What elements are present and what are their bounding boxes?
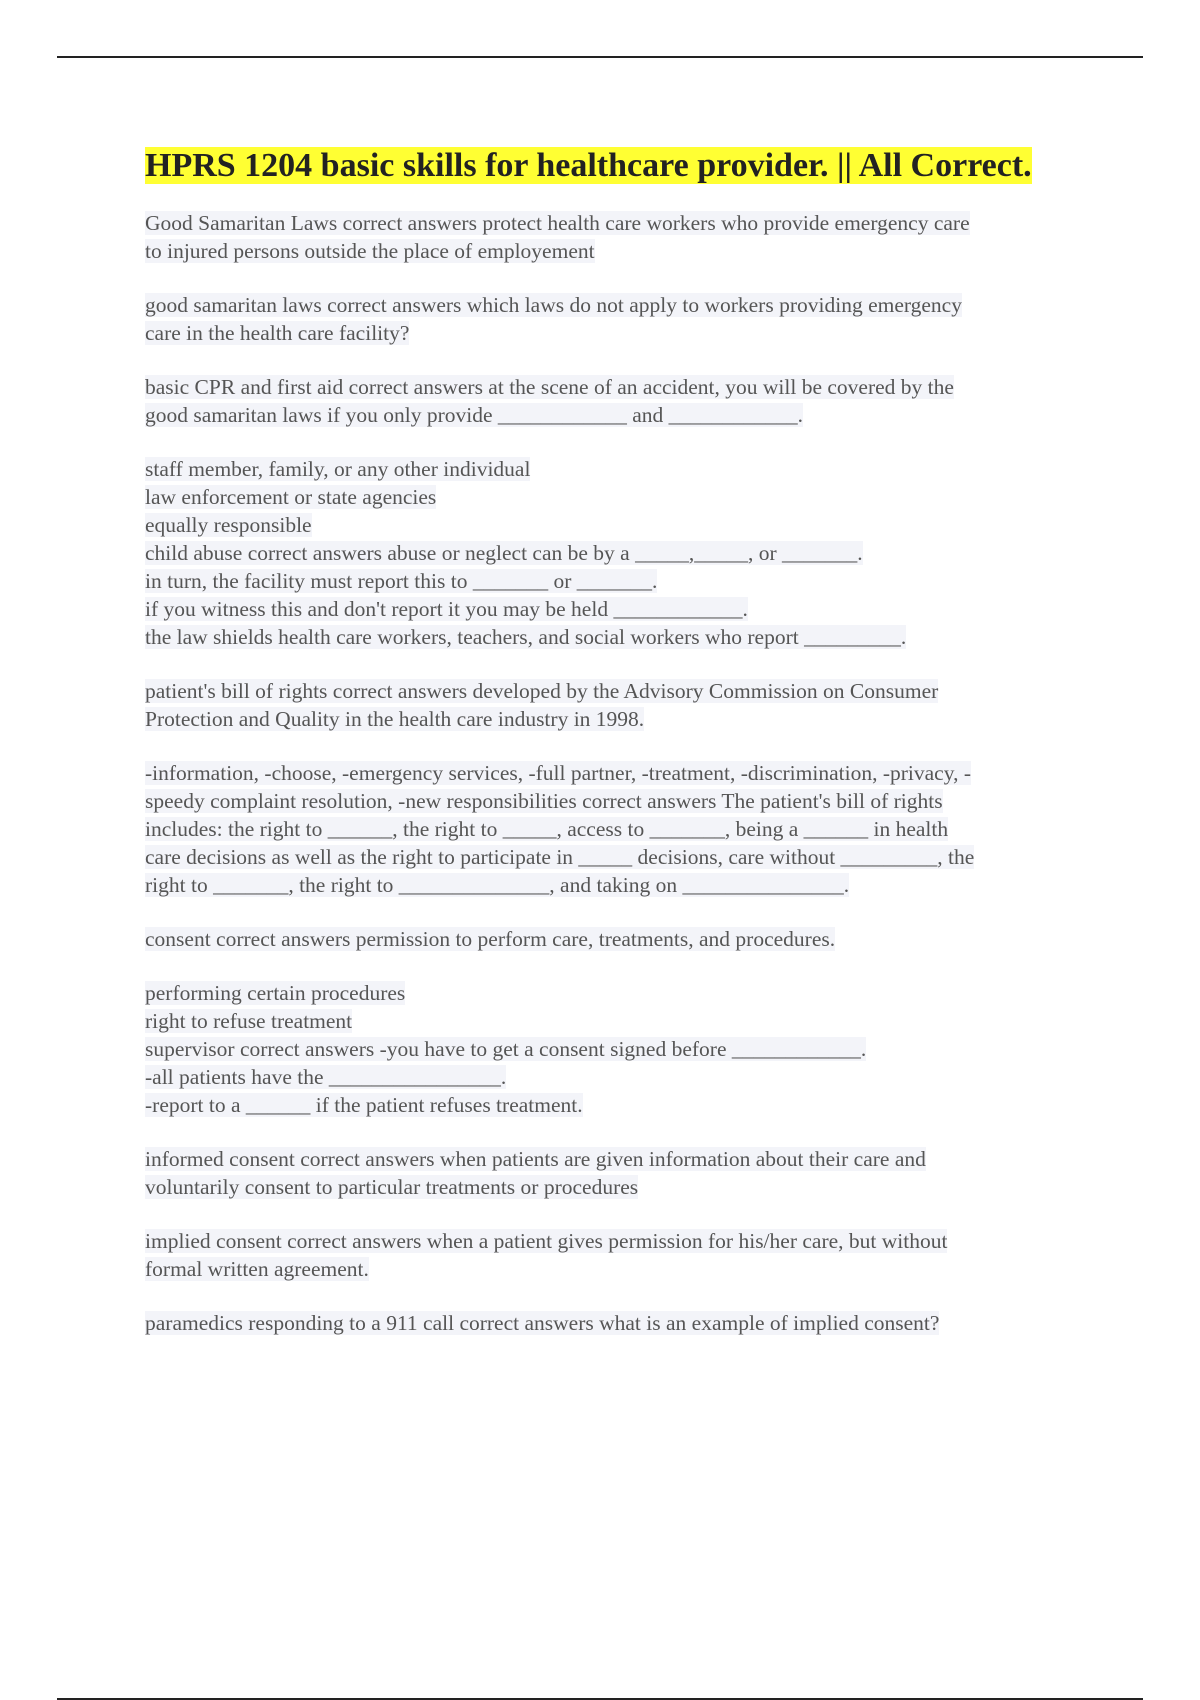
paragraph-line-text: Protection and Quality in the health care industry in 1998.: [145, 707, 645, 731]
paragraph-line-text: right to _______, the right to ______________, and taking on _______________.: [145, 873, 850, 897]
paragraph-line: [145, 373, 1080, 401]
paragraph-line: [145, 871, 1080, 899]
paragraph-line-text: consent correct answers permission to perform care, treatments, and procedures.: [145, 927, 836, 951]
paragraph-line: [145, 925, 1080, 953]
paragraph-line-text: good samaritan laws correct answers which laws do not apply to workers providing emergency: [145, 293, 962, 317]
paragraph-line: [145, 1227, 1080, 1255]
paragraph-line-text: patient's bill of rights correct answers developed by the Advisory Commission on Consumer: [145, 679, 939, 703]
paragraph-line-text: in turn, the facility must report this to _______ or _______.: [145, 569, 658, 593]
paragraph-line-text: performing certain procedures: [145, 981, 406, 1005]
paragraph: [145, 455, 1080, 651]
document-title: [145, 145, 1080, 187]
document-title-text: HPRS 1204 basic skills for healthcare provider. || All Correct.: [145, 147, 1032, 184]
paragraph-line: [145, 1255, 1080, 1283]
paragraph-line-text: the law shields health care workers, teachers, and social workers who report _________.: [145, 625, 907, 649]
paragraph-line: [145, 319, 1080, 347]
paragraph-line: [145, 677, 1080, 705]
paragraph-line: [145, 1091, 1080, 1119]
paragraph-line-text: law enforcement or state agencies: [145, 485, 437, 509]
paragraph-line: [145, 1035, 1080, 1063]
paragraph-line: [145, 595, 1080, 623]
paragraph-line-text: if you witness this and don't report it you may be held ____________.: [145, 597, 748, 621]
paragraph-line-text: -all patients have the ________________.: [145, 1065, 507, 1089]
paragraph-line: [145, 401, 1080, 429]
paragraph-line-text: basic CPR and first aid correct answers at the scene of an accident, you will be covered by the: [145, 375, 954, 399]
page-top-rule: [57, 56, 1143, 58]
paragraph-line-text: speedy complaint resolution, -new responsibilities correct answers The patient's bill of rights: [145, 789, 943, 813]
paragraph: [145, 291, 1080, 347]
paragraph-line: [145, 1309, 1080, 1337]
paragraph-line-text: to injured persons outside the place of employement: [145, 239, 595, 263]
paragraph: [145, 1227, 1080, 1283]
paragraph-line: [145, 705, 1080, 733]
paragraph: [145, 759, 1080, 899]
paragraph: [145, 925, 1080, 953]
paragraph-line-text: includes: the right to ______, the right to _____, access to _______, being a ______ in health: [145, 817, 949, 841]
paragraph-line: [145, 511, 1080, 539]
paragraph-line-text: -report to a ______ if the patient refuses treatment.: [145, 1093, 583, 1117]
paragraph-line-text: child abuse correct answers abuse or neglect can be by a _____,_____, or _______.: [145, 541, 863, 565]
paragraph: [145, 677, 1080, 733]
paragraph-line: [145, 1173, 1080, 1201]
paragraph-line-text: implied consent correct answers when a patient gives permission for his/her care, but without: [145, 1229, 948, 1253]
paragraph-line: [145, 483, 1080, 511]
paragraph-line-text: right to refuse treatment: [145, 1009, 353, 1033]
paragraph-line-text: informed consent correct answers when patients are given information about their care and: [145, 1147, 926, 1171]
paragraph-line: [145, 1145, 1080, 1173]
paragraph-line-text: equally responsible: [145, 513, 312, 537]
paragraph-line: [145, 815, 1080, 843]
paragraph-line: [145, 237, 1080, 265]
paragraph-line: [145, 843, 1080, 871]
paragraph: [145, 1145, 1080, 1201]
paragraph-line-text: supervisor correct answers -you have to get a consent signed before ____________.: [145, 1037, 867, 1061]
paragraph: [145, 979, 1080, 1119]
paragraph-line: [145, 759, 1080, 787]
document-body: [145, 145, 1080, 1363]
paragraph-line-text: paramedics responding to a 911 call correct answers what is an example of implied consent?: [145, 1311, 940, 1335]
paragraph-line: [145, 567, 1080, 595]
paragraph-line-text: formal written agreement.: [145, 1257, 369, 1281]
paragraph-line-text: voluntarily consent to particular treatments or procedures: [145, 1175, 639, 1199]
paragraph-line-text: care in the health care facility?: [145, 321, 410, 345]
paragraph-line: [145, 623, 1080, 651]
paragraph-line: [145, 1007, 1080, 1035]
paragraph-line: [145, 1063, 1080, 1091]
paragraph-line: [145, 787, 1080, 815]
paragraph-list: [145, 209, 1080, 1337]
paragraph-line-text: -information, -choose, -emergency services, -full partner, -treatment, -discrimination, -privacy, -: [145, 761, 971, 785]
paragraph-line: [145, 539, 1080, 567]
paragraph: [145, 209, 1080, 265]
paragraph: [145, 1309, 1080, 1337]
paragraph-line-text: staff member, family, or any other individual: [145, 457, 531, 481]
paragraph-line: [145, 455, 1080, 483]
paragraph-line: [145, 291, 1080, 319]
paragraph-line-text: good samaritan laws if you only provide ____________ and ____________.: [145, 403, 804, 427]
paragraph-line-text: care decisions as well as the right to participate in _____ decisions, care without _________, the: [145, 845, 975, 869]
paragraph: [145, 373, 1080, 429]
paragraph-line: [145, 209, 1080, 237]
paragraph-line: [145, 979, 1080, 1007]
paragraph-line-text: Good Samaritan Laws correct answers protect health care workers who provide emergency care: [145, 211, 970, 235]
